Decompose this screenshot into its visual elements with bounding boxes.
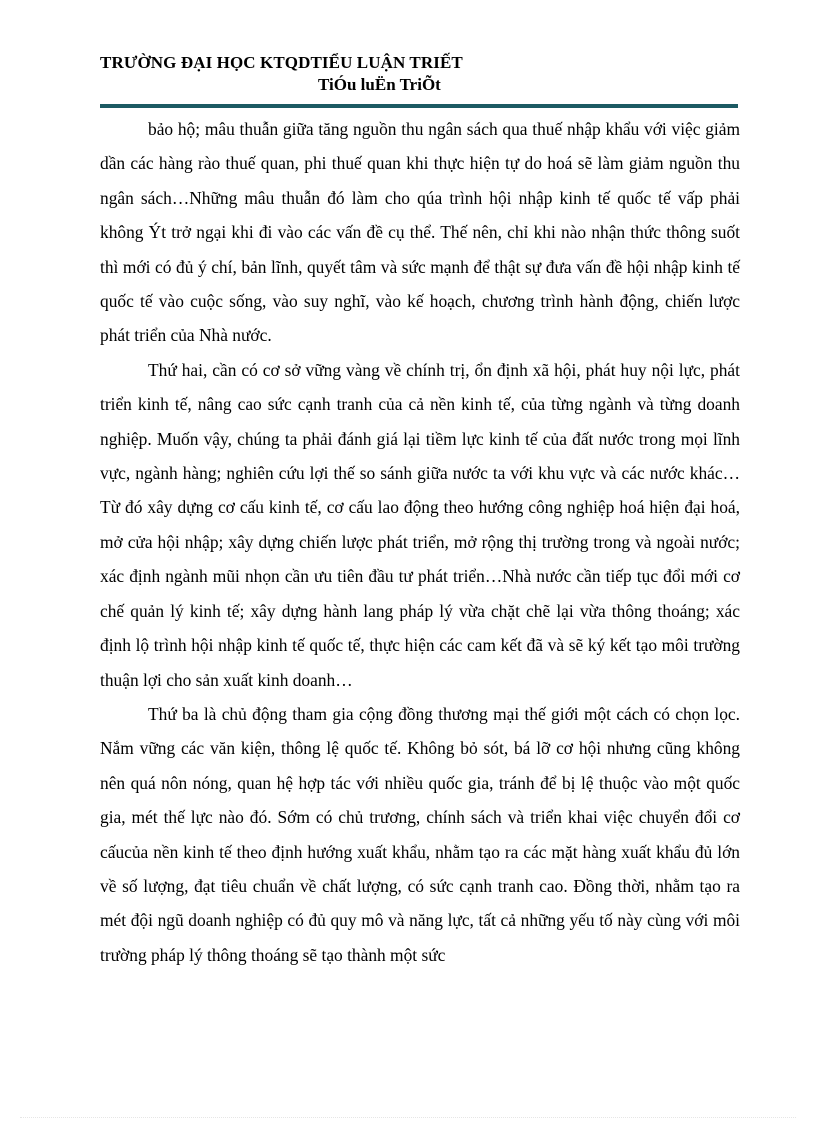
document-body [100,112,740,972]
header-subtitle: TiÓu luËn TriÕt [318,75,441,94]
page-header [100,52,740,96]
paragraph: bảo hộ; mâu thuẫn giữa tăng nguồn thu ngân sách qua thuế nhập khẩu với việc giảm dần các hàng rào thuế quan, phi thuế quan khi thực hiện tự do hoá sẽ làm giảm nguồn thu ngân sách…Những mâu thuẫn đó làm cho qúa trình hội nhập kinh tế quốc tế vấp phải không Ýt trở ngại khi đi vào các vấn đề cụ thể. Thế nên, chỉ khi nào nhận thức thông suốt thì mới có đủ ý chí, bản lĩnh, quyết tâm và sức mạnh để thật sự đưa vấn đề hội nhập kinh tế quốc tế vào cuộc sống, vào suy nghĩ, vào kế hoạch, chương trình hành động, chiến lược phát triển của Nhà nước. [100,119,740,346]
header-rule [100,104,738,108]
header-title: TRƯỜNG ĐẠI HỌC KTQDTIỂU LUẬN TRIẾT [100,53,463,72]
paragraph: Thứ ba là chủ động tham gia cộng đồng thương mại thế giới một cách có chọn lọc. Nắm vững các văn kiện, thông lệ quốc tế. Không bỏ sót, bá lỡ cơ hội nhưng cũng không nên quá nôn nóng, quan hệ hợp tác với nhiều quốc gia, tránh để bị lệ thuộc vào một quốc gia, mét thế lực nào đó. Sớm có chủ trương, chính sách và triển khai việc chuyển đổi cơ cấucủa nền kinh tế theo định hướng xuất khẩu, nhằm tạo ra các mặt hàng xuất khẩu đủ lớn về số lượng, đạt tiêu chuẩn về chất lượng, có sức cạnh tranh cao. Đồng thời, nhằm tạo ra mét đội ngũ doanh nghiệp có đủ quy mô và năng lực, tất cả những yếu tố này cùng với môi trường pháp lý thông thoáng sẽ tạo thành một sức [100,703,740,965]
paragraph: Thứ hai, cần có cơ sở vững vàng về chính trị, ổn định xã hội, phát huy nội lực, phát triển kinh tế, nâng cao sức cạnh tranh của cả nền kinh tế, của từng ngành và từng doanh nghiệp. Muốn vậy, chúng ta phải đánh giá lại tiềm lực kinh tế của đất nước trong mọi lĩnh vực, ngành hàng; nghiên cứu lợi thế so sánh giữa nước ta với khu vực và các nước khác…Từ đó xây dựng cơ cấu kinh tế, cơ cấu lao động theo hướng công nghiệp hoá hiện đại hoá, mở cửa hội nhập; xây dựng chiến lược phát triển, mở rộng thị trường trong và ngoài nước; xác định ngành mũi nhọn cần ưu tiên đầu tư phát triển…Nhà nước cần tiếp tục đổi mới cơ chế quản lý kinh tế; xây dựng hành lang pháp lý vừa chặt chẽ lại vừa thông thoáng; xác định lộ trình hội nhập kinh tế quốc tế, thực hiện các cam kết đã và sẽ ký kết tạo môi trường thuận lợi cho sản xuất kinh doanh… [100,359,740,690]
page-bottom-border [20,1117,796,1119]
